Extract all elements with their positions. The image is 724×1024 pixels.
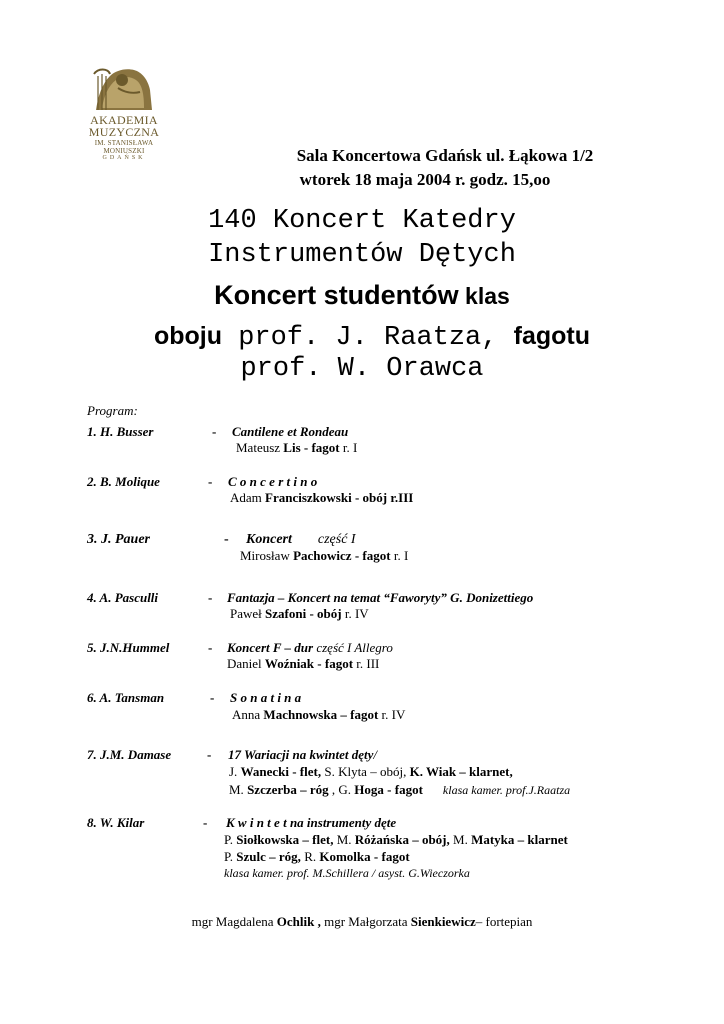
piece-title: 17 Wariacji na kwintet dęty [228,747,374,762]
harp-muse-logo-icon [88,66,156,112]
performer-part: Różańska – obój, [354,832,450,847]
piece-note: część I [317,532,356,547]
performer-part: P. [224,849,237,864]
program-item-2-composer: 2. B. Molique [87,474,160,489]
footer-part: mgr Małgorzata [320,914,411,929]
program-item-2-dash: - [208,474,213,489]
performer-instrument: - fagot [300,440,340,455]
piece-subtitle: na instrumenty dęte [286,815,397,830]
program-item-7-dash: - [207,747,212,762]
performer-last: Franciszkowski [265,490,352,505]
title-koncert-studentow: Koncert studentów [214,280,459,310]
logo-text-im: IM. STANISŁAWA [94,139,154,147]
performer-last: Woźniak [264,656,315,671]
performer-year: r. IV [378,707,406,722]
program-item-6-piece: S o n a t i n a [230,690,302,705]
program-item-3-composer: 3. J. Pauer [87,532,150,547]
piece-slash: / [373,747,378,762]
program-item-8-piece [226,815,396,831]
program-item-5-piece [227,640,393,656]
program-item-5-composer: 5. J.N.Hummel [87,640,170,655]
footer-part: – fortepian [475,914,533,929]
performer-instrument: - fagot [314,656,354,671]
program-item-5-dash: - [208,640,213,655]
performer-part: Hoga - fagot [354,782,423,797]
title-line-1: 140 Koncert Katedry [208,206,516,236]
performer-year: r. III [353,656,380,671]
program-item-2-performer [230,490,413,506]
program-item-4-composer: 4. A. Pasculli [87,590,159,605]
program-item-7-composer: 7. J.M. Damase [87,747,172,762]
program-item-1-performer [236,440,357,456]
program-item-4-performer [230,606,369,622]
performer-part: Komolka [319,849,371,864]
performer-instrument: – fagot [337,707,379,722]
piece-note: część I Allegro [313,640,393,655]
piano-accompanists [0,914,724,930]
performer-last: Lis [283,440,301,455]
program-label: Program: [87,403,138,418]
title-line-5: prof. W. Orawca [240,354,484,384]
performer-part: S. Klyta – obój, [324,764,410,779]
performer-part: M. [229,782,248,797]
performer-instrument: - obój [351,490,388,505]
performer-year: r. I [339,440,358,455]
title-klas: klas [458,283,510,309]
footer-part: Ochlik , [276,914,321,929]
performer-part: Matyka – klarnet [471,832,568,847]
performer-part: J. [229,764,241,779]
program-item-1-piece: Cantilene et Rondeau [232,424,349,439]
performer-part: M. [449,832,472,847]
program-item-1-composer: 1. H. Busser [87,424,154,439]
program-item-6-composer: 6. A. Tansman [87,690,165,705]
program-item-3-piece [246,532,356,548]
logo-text-gdansk: GDAŃSK [102,155,146,161]
performer-year: r. IV [341,606,369,621]
performer-first: Daniel [227,656,265,671]
title-fagotu: fagotu [513,322,591,350]
performer-part: K. Wiak – klarnet, [409,764,513,779]
concert-date: wtorek 18 maja 2004 r. godz. 15,oo [299,170,551,189]
performer-part: Siołkowska – flet, [236,832,334,847]
program-item-7-row-2 [229,782,570,798]
performer-first: Mirosław [240,548,294,563]
logo-text-akademia: AKADEMIA [90,113,158,127]
performer-instrument: - obój [306,606,342,621]
program-item-5-performer [227,656,379,672]
program-item-4-dash: - [208,590,213,605]
program-item-8-dash: - [203,815,208,830]
performer-part: - fagot [370,849,410,864]
program-item-8-class-note: klasa kamer. prof. M.Schillera / asyst. G.Wieczorka [224,866,470,880]
performer-first: Paweł [230,606,266,621]
performer-year: r.III [387,490,414,505]
program-item-7-row-1 [229,764,513,780]
piece-title: Koncert [246,532,292,547]
title-line-2: Instrumentów Dętych [208,240,516,270]
performer-part: Szczerba – róg [247,782,329,797]
program-item-7-piece [228,747,377,763]
performer-last: Szafoni [265,606,307,621]
performer-part: Wanecki [240,764,289,779]
performer-last: Machnowska [263,707,338,722]
performer-part: P. [224,832,237,847]
venue-address: Sala Koncertowa Gdańsk ul. Łąkowa 1/2 [296,146,594,165]
performer-part: , G. [328,782,355,797]
performer-last: Pachowicz [293,548,352,563]
title-line-3 [0,280,724,311]
program-item-8-row-2 [224,849,410,865]
title-oboju: oboju [153,322,222,350]
program-item-6-dash: - [210,690,215,705]
title-raatz: prof. J. Raatza, [222,323,514,353]
program-item-3-performer [240,548,408,564]
performer-part: - flet, [288,764,325,779]
class-note: klasa kamer. prof.J.Raatza [442,783,571,797]
performer-part: R. [300,849,320,864]
program-item-1-dash: - [212,424,217,439]
performer-part: Szulc – róg, [236,849,301,864]
logo-text-muzyczna: MUZYCZNA [88,125,160,139]
performer-year: r. I [390,548,409,563]
performer-instrument: - fagot [351,548,391,563]
logo-text-moniuszki: MONIUSZKI [103,147,145,155]
performer-first: Adam [230,490,266,505]
program-item-3-dash: - [224,532,229,547]
program-item-8-row-1 [224,832,568,848]
footer-part: mgr Magdalena [191,914,277,929]
performer-part: M. [333,832,355,847]
title-line-4 [10,320,724,353]
performer-first: Mateusz [236,440,284,455]
program-item-8-composer: 8. W. Kilar [87,815,145,830]
piece-title: K w i n t e t [226,815,287,830]
piece-title: Koncert F – dur [227,640,314,655]
performer-first: Anna [232,707,264,722]
footer-part: Sienkiewicz [410,914,476,929]
program-item-4-piece: Fantazja – Koncert na temat “Faworyty” G. Donizettiego [227,590,534,605]
program-item-2-piece: C o n c e r t i n o [228,474,318,489]
program-item-6-performer [232,707,405,723]
